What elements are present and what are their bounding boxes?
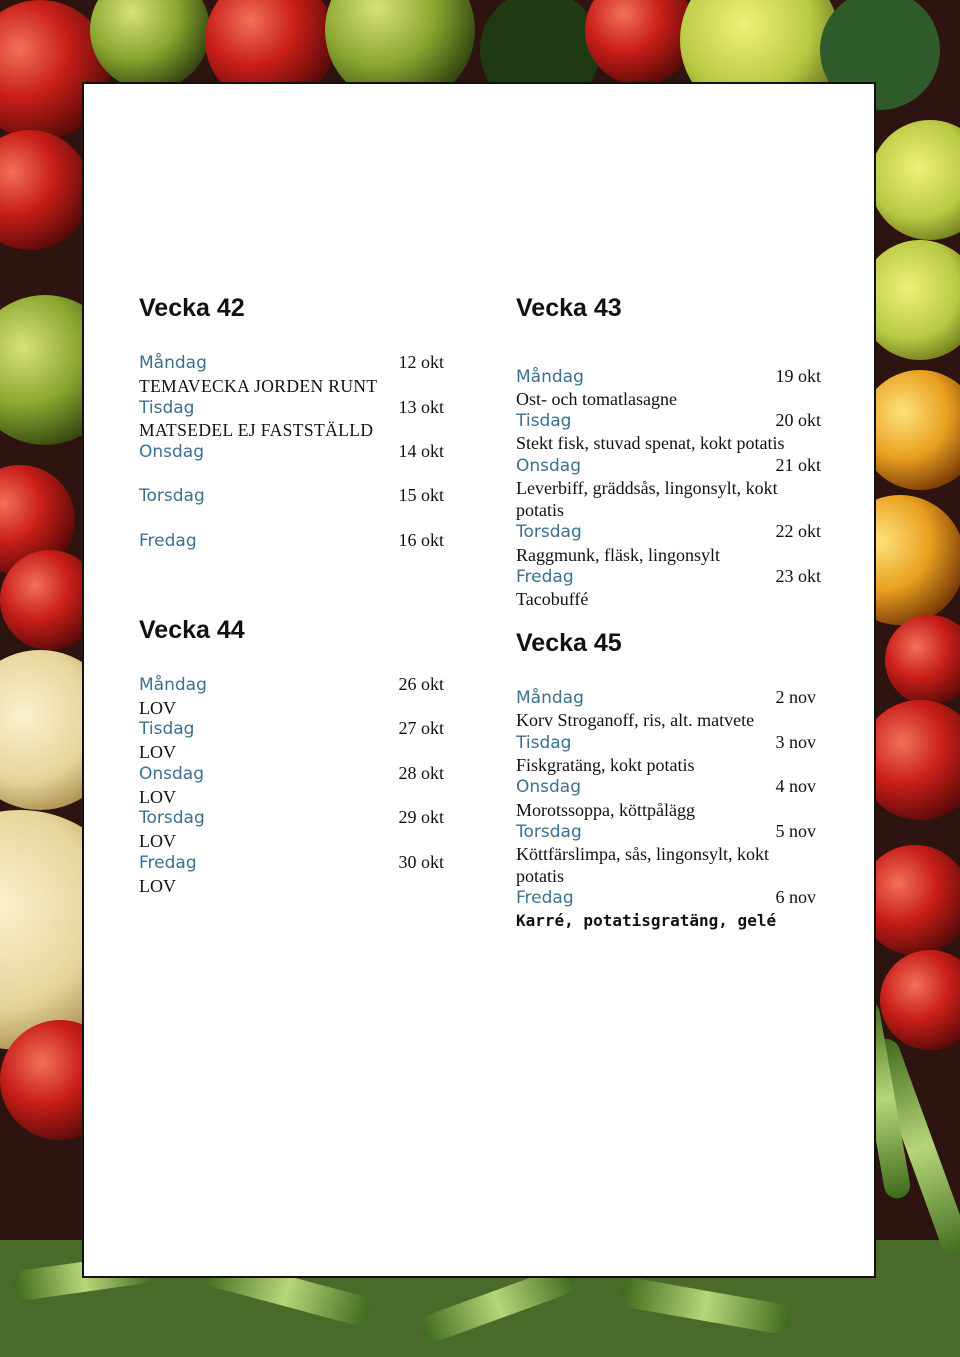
meal-text: LOV: [139, 787, 176, 807]
day-date: 2 nov: [775, 687, 816, 707]
day-date: 12 okt: [398, 352, 444, 372]
day-date: 26 okt: [398, 674, 444, 694]
meal-text: MATSEDEL EJ FASTSTÄLLD: [139, 420, 374, 440]
week-42-title: Vecka 42: [139, 294, 245, 322]
day-label: Fredag: [139, 531, 197, 551]
meal-text: LOV: [139, 742, 176, 762]
day-date: 30 okt: [398, 852, 444, 872]
day-label: Torsdag: [139, 486, 205, 506]
week-43-title: Vecka 43: [516, 294, 622, 322]
day-date: 6 nov: [775, 887, 816, 907]
meal-text: Korv Stroganoff, ris, alt. matvete: [516, 710, 755, 730]
day-date: 21 okt: [775, 455, 821, 475]
meal-text: LOV: [139, 698, 176, 718]
day-label: Onsdag: [516, 777, 582, 797]
day-label: Onsdag: [139, 764, 205, 784]
day-date: 19 okt: [775, 366, 821, 386]
meal-text: Tacobuffé: [516, 589, 589, 609]
day-date: 5 nov: [775, 821, 816, 841]
day-date: 15 okt: [398, 485, 444, 505]
meal-text: Morotssoppa, köttpålägg: [516, 800, 695, 820]
day-label: Tisdag: [516, 411, 572, 431]
day-date: 4 nov: [775, 776, 816, 796]
day-date: 16 okt: [398, 530, 444, 550]
meal-text: LOV: [139, 876, 176, 896]
day-label: Fredag: [516, 888, 574, 908]
day-date: 29 okt: [398, 807, 444, 827]
day-date: 27 okt: [398, 718, 444, 738]
day-label: Onsdag: [139, 442, 205, 462]
day-label: Fredag: [139, 853, 197, 873]
meal-text: Raggmunk, fläsk, lingonsylt: [516, 545, 720, 565]
day-date: 14 okt: [398, 441, 444, 461]
day-date: 28 okt: [398, 763, 444, 783]
day-label: Måndag: [516, 367, 584, 387]
day-date: 13 okt: [398, 397, 444, 417]
meal-text: Fiskgratäng, kokt potatis: [516, 755, 695, 775]
day-label: Fredag: [516, 567, 574, 587]
meal-text: TEMAVECKA JORDEN RUNT: [139, 376, 378, 396]
day-date: 20 okt: [775, 410, 821, 430]
meal-text: Stekt fisk, stuvad spenat, kokt potatis: [516, 433, 785, 453]
meal-text: Leverbiff, gräddsås, lingonsylt, kokt potatis: [516, 478, 778, 520]
day-label: Tisdag: [139, 398, 195, 418]
meal-text: Köttfärslimpa, sås, lingonsylt, kokt potatis: [516, 844, 769, 886]
day-label: Tisdag: [139, 719, 195, 739]
week-45-title: Vecka 45: [516, 629, 622, 657]
meal-text: Karré, potatisgratäng, gelé: [516, 911, 777, 930]
day-label: Torsdag: [139, 808, 205, 828]
day-label: Torsdag: [516, 522, 582, 542]
day-date: 22 okt: [775, 521, 821, 541]
meal-text: Ost- och tomatlasagne: [516, 389, 677, 409]
day-label: Måndag: [139, 675, 207, 695]
meal-text: LOV: [139, 831, 176, 851]
menu-sheet: [82, 82, 876, 1278]
day-label: Torsdag: [516, 822, 582, 842]
day-label: Måndag: [139, 353, 207, 373]
day-label: Tisdag: [516, 733, 572, 753]
day-date: 3 nov: [775, 732, 816, 752]
week-44-title: Vecka 44: [139, 616, 245, 644]
day-label: Onsdag: [516, 456, 582, 476]
day-label: Måndag: [516, 688, 584, 708]
day-date: 23 okt: [775, 566, 821, 586]
